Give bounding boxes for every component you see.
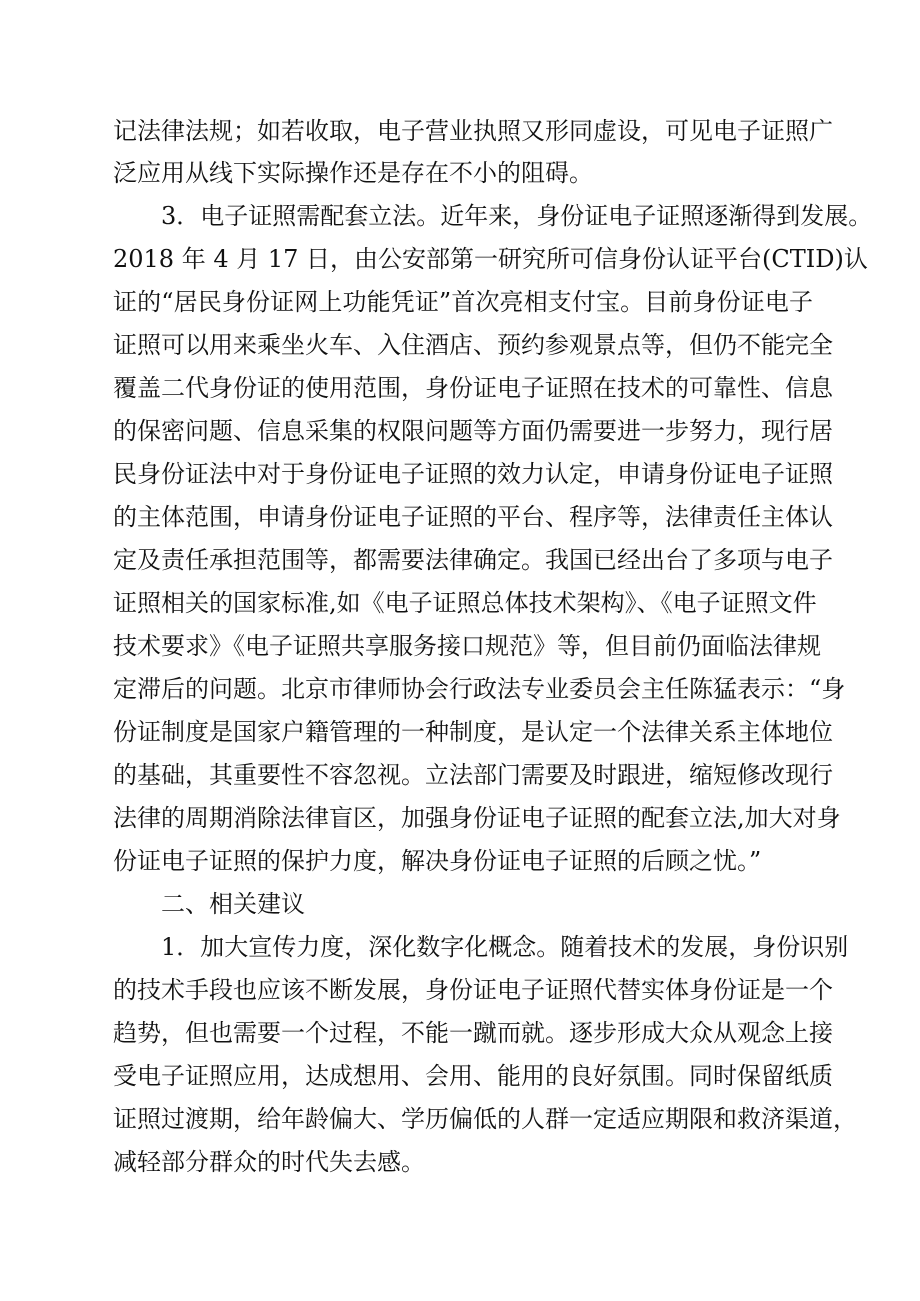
text-line: 的基础，其重要性不容忽视。立法部门需要及时跟进，缩短修改现行 <box>113 761 833 789</box>
text-line: 份证电子证照的保护力度，解决身份证电子证照的后顾之忧。” <box>113 847 762 875</box>
text-line: 覆盖二代身份证的使用范围，身份证电子证照在技术的可靠性、信息 <box>113 374 833 402</box>
text-line: 2018 年 4 月 17 日，由公安部第一研究所可信身份认证平台(CTID)认 <box>113 245 868 273</box>
text-line: 泛应用从线下实际操作还是存在不小的阻碍。 <box>113 159 593 187</box>
text-line: 1．加大宣传力度，深化数字化概念。随着技术的发展，身份识别 <box>161 933 849 961</box>
text-line: 技术要求》《电子证照共享服务接口规范》等，但目前仍面临法律规 <box>113 632 821 660</box>
text-line: 减轻部分群众的时代失去感。 <box>113 1148 425 1176</box>
text-line: 定及责任承担范围等，都需要法律确定。我国已经出台了多项与电子 <box>113 546 833 574</box>
text-line: 定滞后的问题。北京市律师协会行政法专业委员会主任陈猛表示：“身 <box>113 675 846 703</box>
text-line: 受电子证照应用，达成想用、会用、能用的良好氛围。同时保留纸质 <box>113 1062 833 1090</box>
text-line: 法律的周期消除法律盲区，加强身份证电子证照的配套立法,加大对身 <box>113 804 841 832</box>
text-line: 趋势，但也需要一个过程，不能一蹴而就。逐步形成大众从观念上接 <box>113 1019 833 1047</box>
text-line: 3．电子证照需配套立法。近年来，身份证电子证照逐渐得到发展。 <box>161 202 873 230</box>
text-line: 证的“居民身份证网上功能凭证”首次亮相支付宝。目前身份证电子 <box>113 288 813 316</box>
section-heading: 二、相关建议 <box>161 890 305 918</box>
text-line: 份证制度是国家户籍管理的一种制度，是认定一个法律关系主体地位 <box>113 718 833 746</box>
text-line: 证照过渡期，给年龄偏大、学历偏低的人群一定适应期限和救济渠道， <box>113 1105 857 1133</box>
text-line: 的主体范围，申请身份证电子证照的平台、程序等，法律责任主体认 <box>113 503 833 531</box>
text-line: 的保密问题、信息采集的权限问题等方面仍需要进一步努力，现行居 <box>113 417 833 445</box>
text-line: 民身份证法中对于身份证电子证照的效力认定，申请身份证电子证照 <box>113 460 833 488</box>
text-line: 记法律法规；如若收取，电子营业执照又形同虚设，可见电子证照广 <box>113 117 833 145</box>
text-line: 证照相关的国家标准,如《电子证照总体技术架构》、《电子证照文件 <box>113 589 817 617</box>
text-line: 的技术手段也应该不断发展，身份证电子证照代替实体身份证是一个 <box>113 976 833 1004</box>
text-line: 证照可以用来乘坐火车、入住酒店、预约参观景点等，但仍不能完全 <box>113 331 833 359</box>
